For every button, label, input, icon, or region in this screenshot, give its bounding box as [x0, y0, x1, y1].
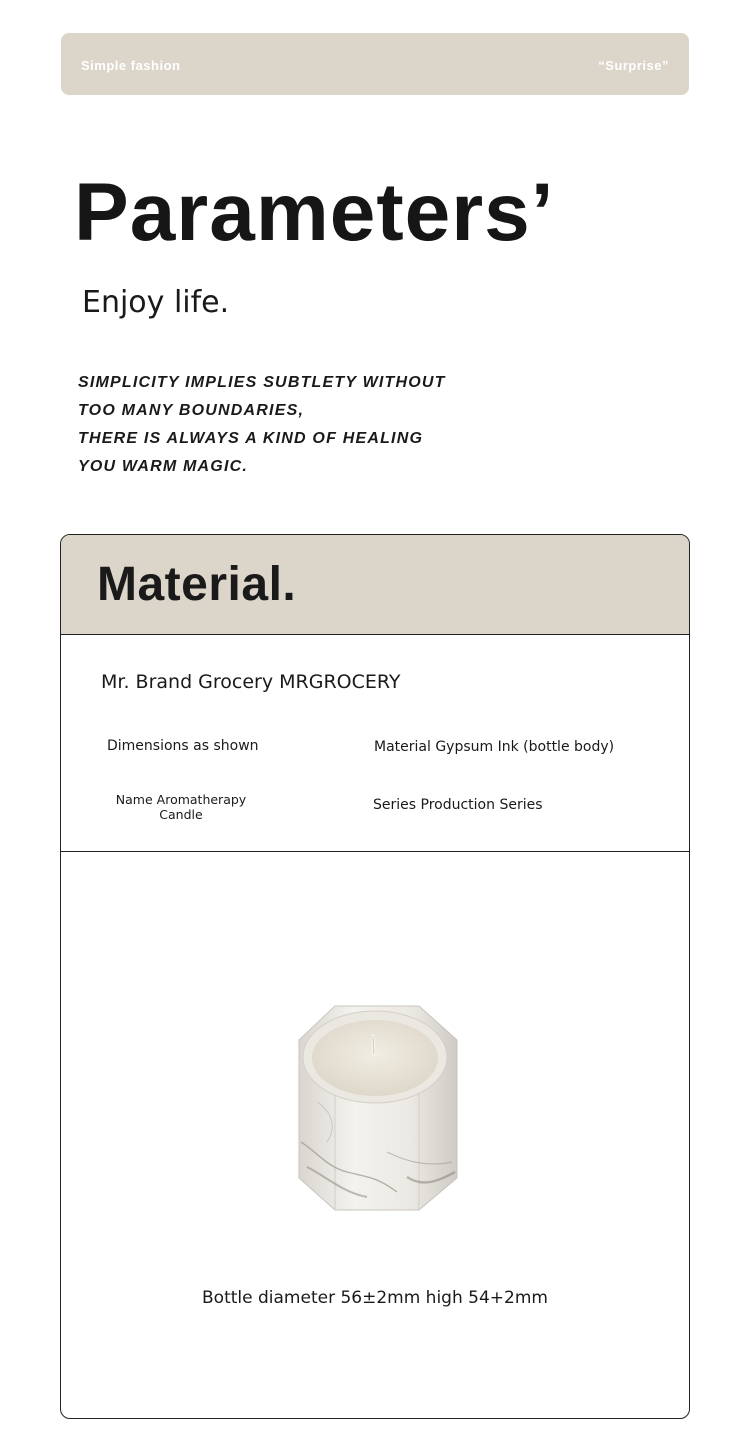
- product-caption: Bottle diameter 56±2mm high 54+2mm: [202, 1288, 548, 1308]
- top-banner: [61, 33, 689, 95]
- banner-right-label: “Surprise”: [598, 58, 669, 73]
- spec-material: Material Gypsum Ink (bottle body): [374, 739, 615, 755]
- page-subtitle: Enjoy life.: [82, 285, 230, 320]
- tagline-line: SIMPLICITY IMPLIES SUBTLETY WITHOUT: [78, 374, 446, 391]
- material-card: [60, 534, 690, 1419]
- candle-image: [287, 1002, 467, 1217]
- brand-text: Mr. Brand Grocery MRGROCERY: [101, 671, 401, 693]
- spec-dimensions: Dimensions as shown: [107, 738, 259, 754]
- material-header: [61, 535, 689, 635]
- page-title: Parameters’: [74, 167, 555, 258]
- spec-section: [61, 635, 689, 852]
- tagline-line: THERE IS ALWAYS A KIND OF HEALING: [78, 430, 424, 447]
- spec-name: Name Aromatherapy Candle: [115, 792, 247, 822]
- banner-left-label: Simple fashion: [81, 58, 181, 73]
- spec-series: Series Production Series: [373, 797, 543, 813]
- product-section: [61, 852, 689, 1418]
- tagline: [78, 369, 498, 481]
- tagline-line: YOU WARM MAGIC.: [78, 458, 248, 475]
- tagline-line: TOO MANY BOUNDARIES,: [78, 402, 305, 419]
- material-heading: Material.: [97, 558, 297, 611]
